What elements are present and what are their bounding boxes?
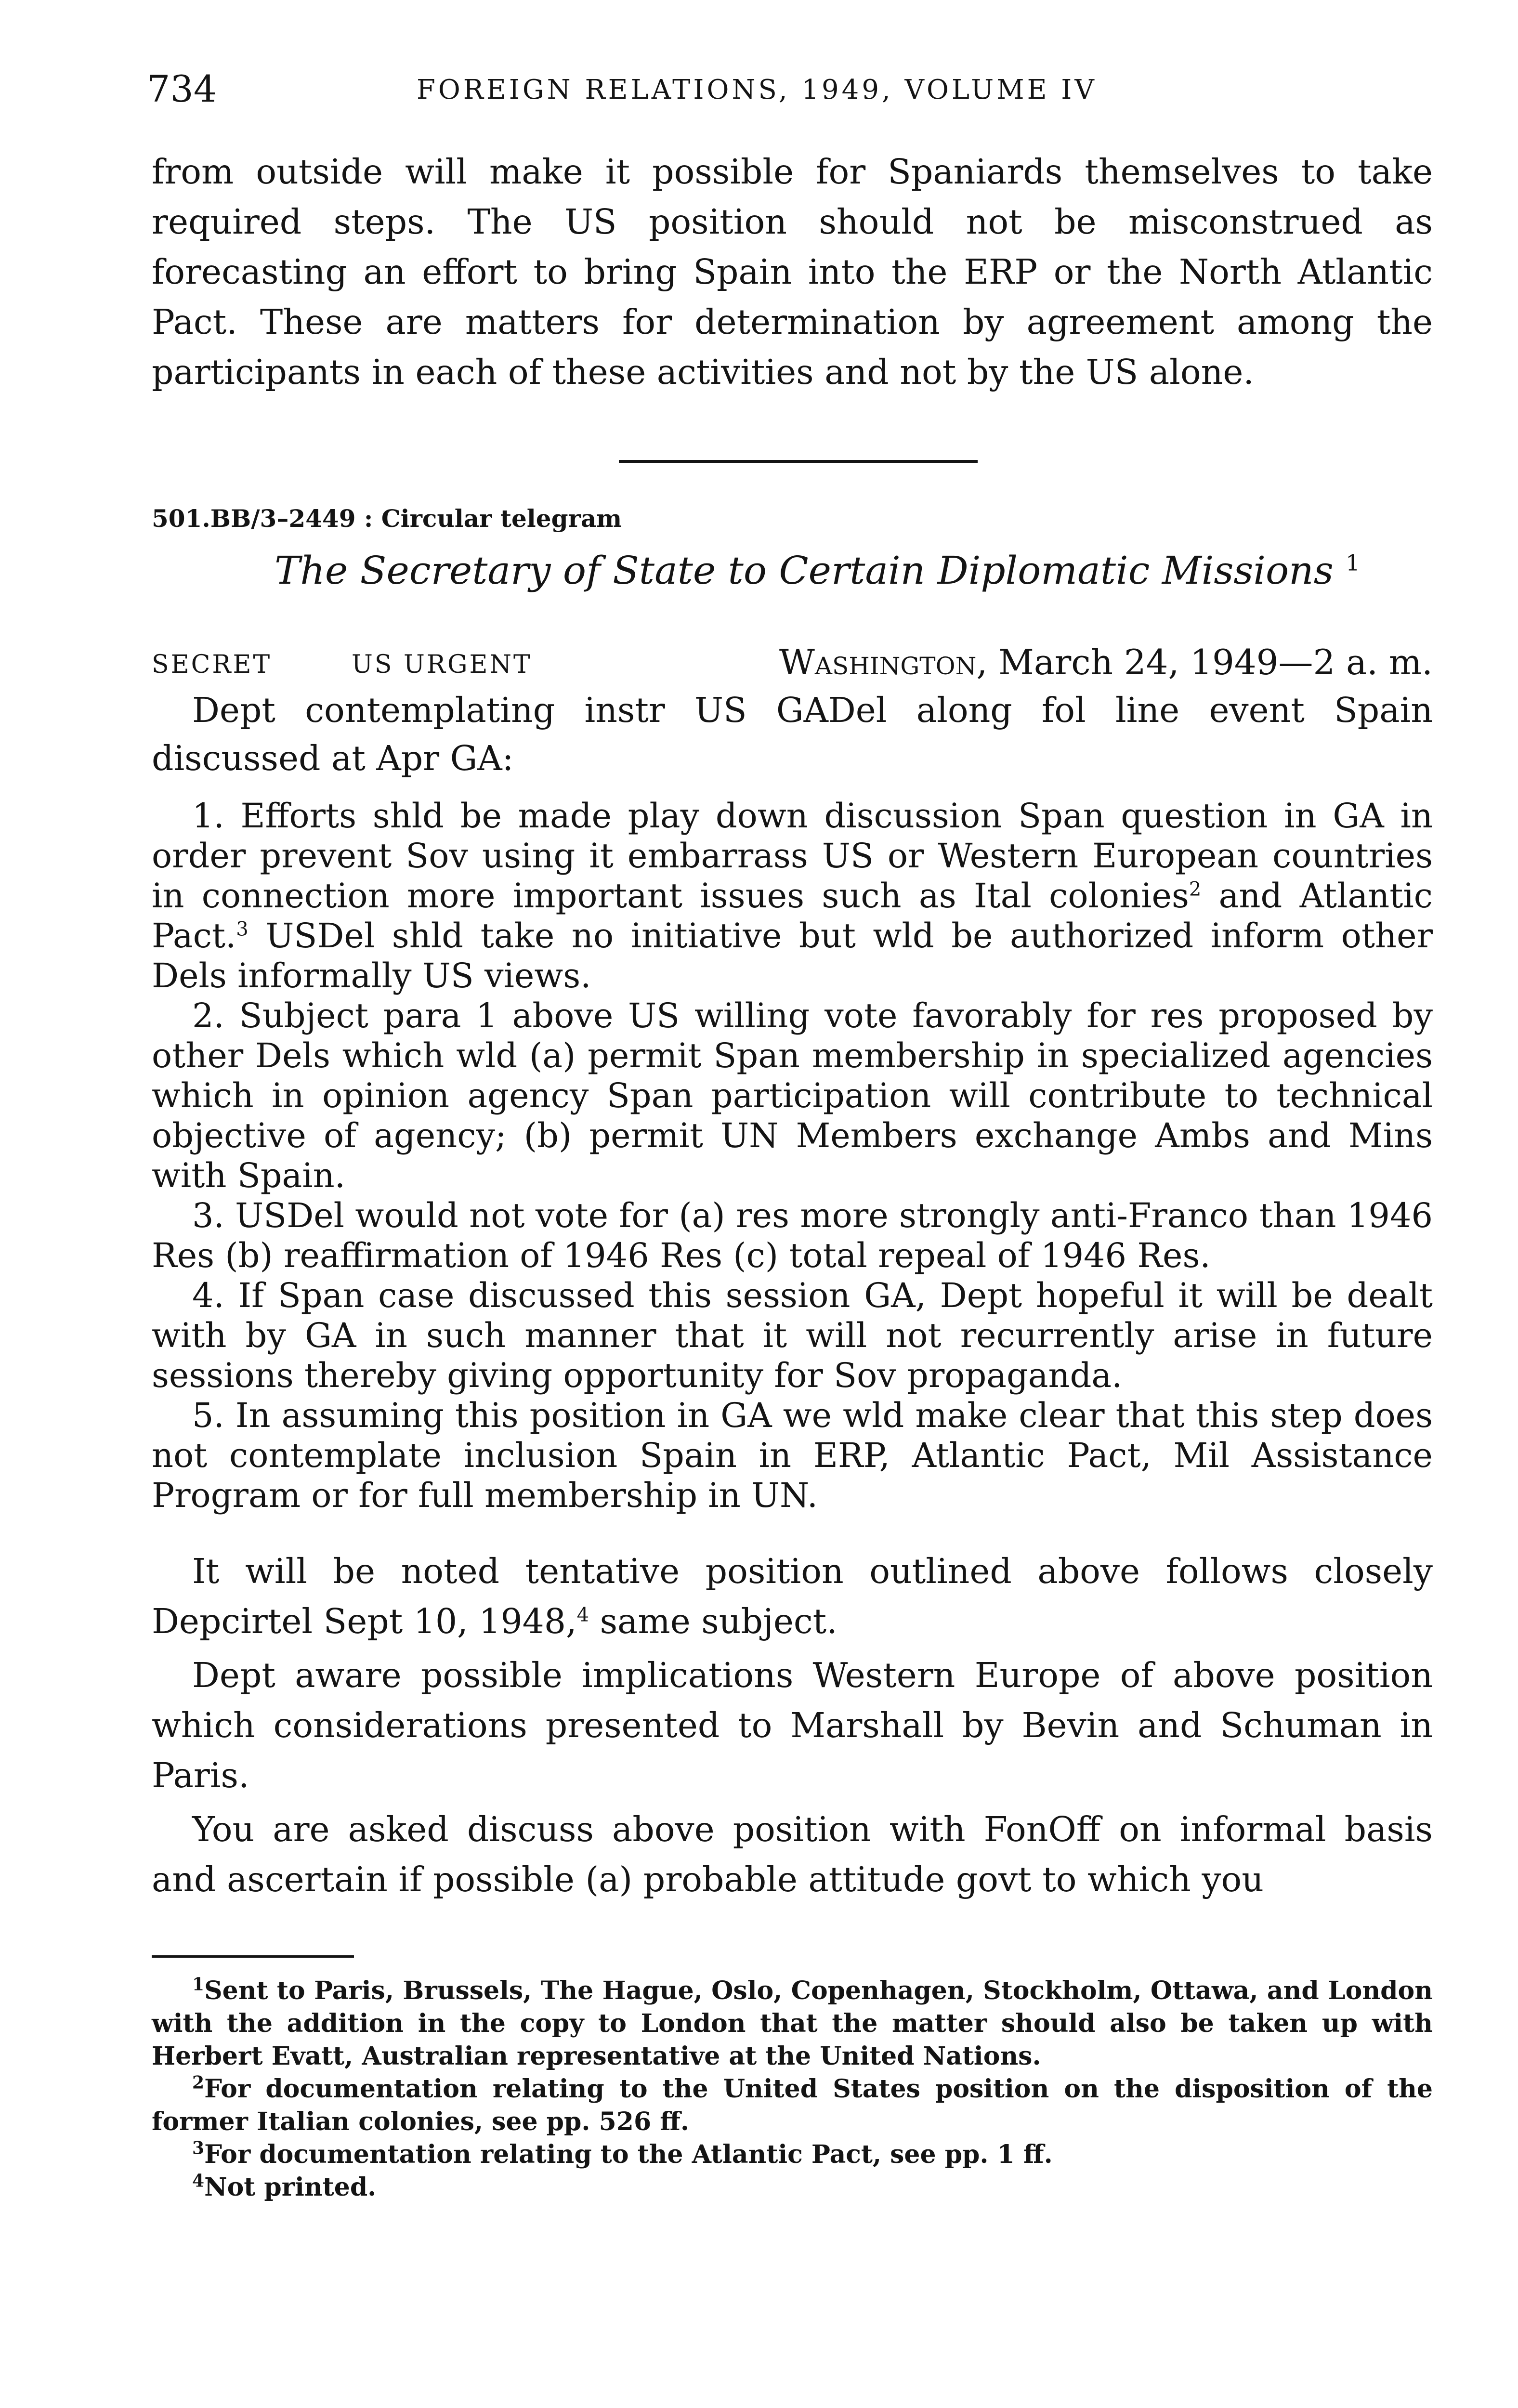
dateline-place: Washington, <box>779 642 988 682</box>
footnote-text: For documentation relating to the Atlantic Pact, see pp. 1 ff. <box>204 2140 1053 2169</box>
footnote-text: Sent to Paris, Brussels, The Hague, Oslo, Copenhagen, Stockholm, Ottawa, and London with the addition in the copy to London that the matter should also be taken up with Herbert Evatt, Australian representative at the United Nations. <box>152 1976 1433 2071</box>
telegram-paragraph-1: 1. Efforts shld be made play down discussion Span question in GA in order prevent Sov using it embarrass US or Western European countries in connection more important issues such as Ital colonies$^2$ and Atlantic Pact.$^3$ USDel shld take no initiative but wld be authorized inform other Dels informally US views. <box>152 796 1433 995</box>
document-title-text: The Secretary of State to Certain Diplomatic Missions <box>275 548 1334 593</box>
file-reference: 501.BB/3–2449 : Circular telegram <box>152 504 622 533</box>
document-title <box>275 547 1430 595</box>
footnote <box>152 2138 1433 2171</box>
telegram-paragraph-2: 2. Subject para 1 above US willing vote favorably for res proposed by other Dels which wld (a) permit Span membership in specialized agencies which in opinion agency Span participation will contribute to technical objective of agency; (b) permit UN Members exchange Ambs and Mins with Spain. <box>152 996 1433 1195</box>
footnote-text: Not printed. <box>204 2172 377 2202</box>
dateline <box>779 641 1433 684</box>
running-header <box>147 67 1428 111</box>
footnote-reference: 3 <box>236 918 249 941</box>
footnote-reference: 4 <box>576 1604 589 1626</box>
telegram-paragraph-3: 3. USDel would not vote for (a) res more strongly anti-Franco than 1946 Res (b) reaffirmation of 1946 Res (c) total repeal of 1946 Res. <box>152 1196 1433 1275</box>
closing-paragraph-2: Dept aware possible implications Western Europe of above position which considerations presented to Marshall by Bevin and Schuman in Paris. <box>152 1655 1433 1795</box>
closing-paragraph-1: It will be noted tentative position outlined above follows closely Depcirtel Sept 10, 1948,$^4$ same subject. <box>152 1551 1433 1641</box>
telegram-paragraph-5: 5. In assuming this position in GA we wld make clear that this step does not contemplate inclusion Spain in ERP, Atlantic Pact, Mil Assistance Program or for full membership in UN. <box>152 1396 1433 1515</box>
running-title: FOREIGN RELATIONS, 1949, VOLUME IV <box>417 74 1097 105</box>
footnote-number: 3 <box>192 2138 205 2159</box>
footnote-reference: 2 <box>1189 878 1202 901</box>
previous-document-text <box>152 147 1433 397</box>
footnote-text: For documentation relating to the United States position on the disposition of the former Italian colonies, see pp. 526 ff. <box>152 2074 1433 2136</box>
continuation-paragraph: from outside will make it possible for Spaniards themselves to take required steps. The US position should not be misconstrued as forecasting an effort to bring Spain into the ERP or the North Atlantic Pact. These are matters for determination by agreement among the participants in each of these activities and not by the US alone. <box>152 152 1433 392</box>
page-number: 734 <box>147 67 217 110</box>
telegram-paragraph-4: 4. If Span case discussed this session GA, Dept hopeful it will be dealt with by GA in such manner that it will not recurrently arise in future sessions thereby giving opportunity for Sov propaganda. <box>152 1276 1433 1395</box>
telegram-intro: Dept contemplating instr US GADel along fol line event Spain discussed at Apr GA: <box>152 690 1433 778</box>
classification-label: SECRET <box>152 650 272 679</box>
precedence-label: US URGENT <box>352 650 532 679</box>
footnote-number: 4 <box>192 2171 205 2191</box>
dateline-date: March 24, 1949—2 a. m. <box>998 642 1433 682</box>
telegram-meta-line <box>152 641 1433 684</box>
closing-paragraph-3: You are asked discuss above position with FonOff on informal basis and ascertain if possible (a) probable attitude govt to which you <box>152 1809 1433 1899</box>
footnote <box>152 1975 1433 2073</box>
telegram-body <box>152 686 1433 1905</box>
footnote <box>152 2171 1433 2204</box>
footnote-reference: 1 <box>1346 550 1360 576</box>
footnote-number: 2 <box>192 2072 205 2093</box>
footnote <box>152 2073 1433 2138</box>
section-divider <box>619 460 978 463</box>
footnote-divider <box>152 1955 354 1958</box>
footnote-number: 1 <box>192 1974 205 1995</box>
footnotes <box>152 1975 1433 2204</box>
